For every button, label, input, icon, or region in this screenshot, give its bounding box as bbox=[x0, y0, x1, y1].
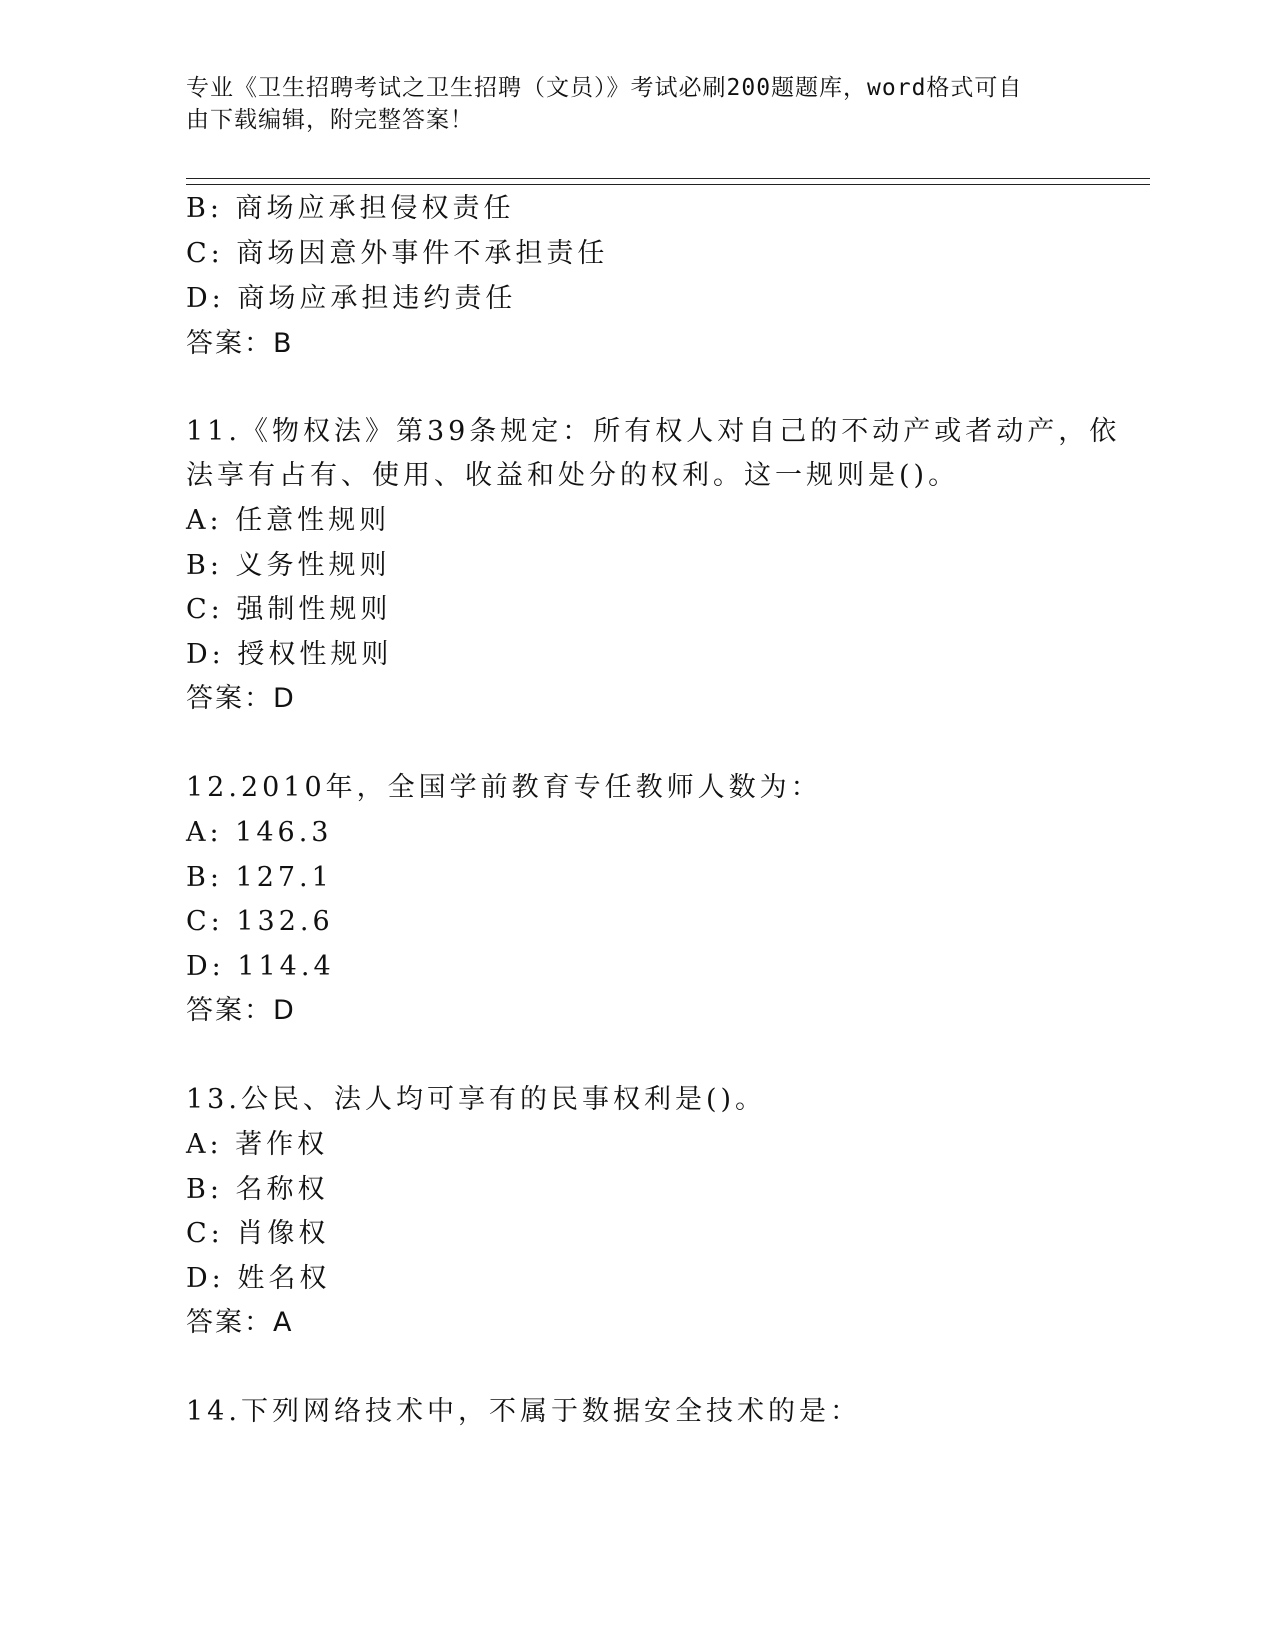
header-line-1: 专业《卫生招聘考试之卫生招聘（文员）》考试必刷200题题库，word格式可自 bbox=[186, 75, 1023, 101]
answer-line: 答案：B bbox=[186, 328, 294, 359]
option-d: D: 姓名权 bbox=[186, 1263, 331, 1294]
question-stem: 11.《物权法》第39条规定：所有权人对自己的不动产或者动产，依 bbox=[186, 416, 1121, 447]
answer-line: 答案：A bbox=[186, 1307, 294, 1338]
question-stem: 法享有占有、使用、收益和处分的权利。这一规则是()。 bbox=[186, 460, 960, 491]
option-c: C: 商场因意外事件不承担责任 bbox=[186, 238, 609, 269]
option-b: B: 商场应承担侵权责任 bbox=[186, 193, 515, 224]
answer-line: 答案：D bbox=[186, 995, 296, 1026]
header-divider-bottom bbox=[186, 184, 1150, 185]
option-b: B: 127.1 bbox=[186, 862, 333, 893]
question-stem: 14.下列网络技术中，不属于数据安全技术的是： bbox=[186, 1396, 861, 1427]
option-a: A: 任意性规则 bbox=[186, 505, 391, 536]
option-d: D: 114.4 bbox=[186, 951, 335, 982]
option-c: C: 肖像权 bbox=[186, 1218, 330, 1249]
option-b: B: 义务性规则 bbox=[186, 550, 391, 581]
option-d: D: 商场应承担违约责任 bbox=[186, 283, 517, 314]
option-c: C: 强制性规则 bbox=[186, 594, 392, 625]
option-b: B: 名称权 bbox=[186, 1174, 329, 1205]
header-divider-top bbox=[186, 178, 1150, 179]
option-a: A: 146.3 bbox=[186, 817, 333, 848]
document-header bbox=[186, 72, 1066, 136]
option-d: D: 授权性规则 bbox=[186, 639, 393, 670]
answer-line: 答案：D bbox=[186, 683, 296, 714]
option-c: C: 132.6 bbox=[186, 906, 334, 937]
question-stem: 13.公民、法人均可享有的民事权利是()。 bbox=[186, 1084, 767, 1115]
question-stem: 12.2010年，全国学前教育专任教师人数为： bbox=[186, 772, 822, 803]
header-line-2: 由下载编辑，附完整答案！ bbox=[186, 107, 474, 133]
option-a: A: 著作权 bbox=[186, 1129, 329, 1160]
